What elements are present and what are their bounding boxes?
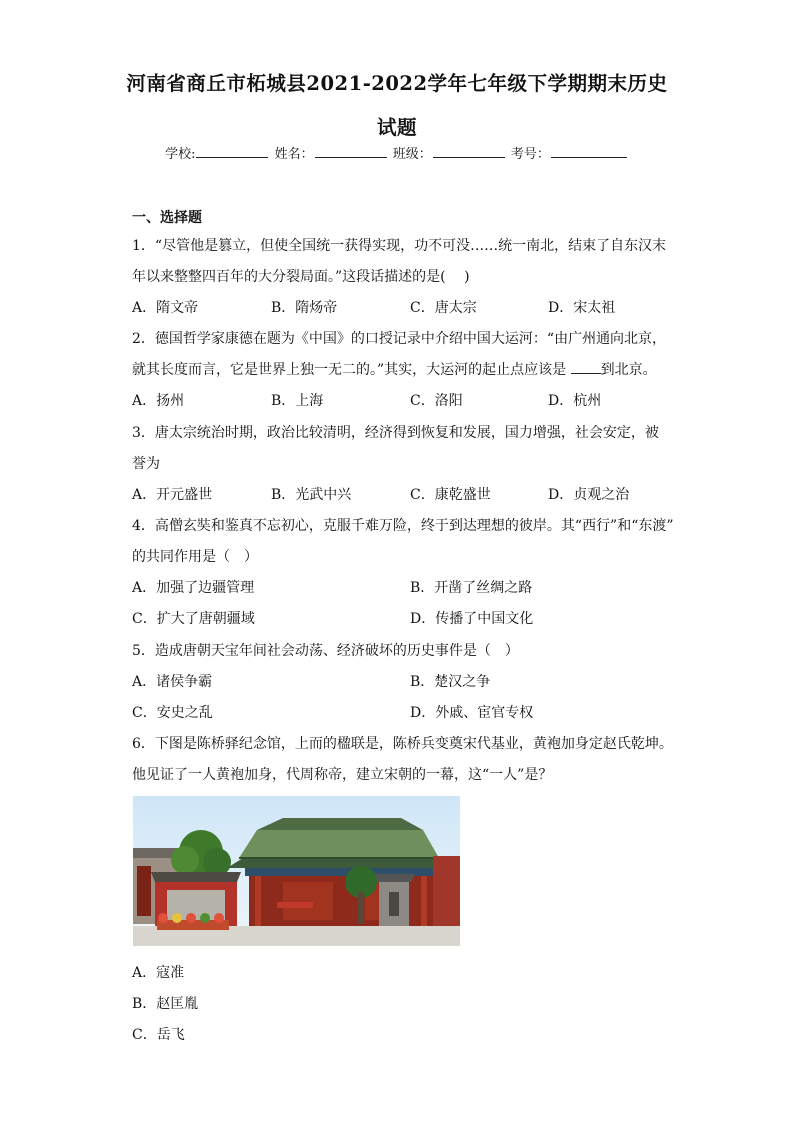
exam-title-line2: 试题 bbox=[376, 116, 417, 139]
option-c[interactable]: C．康乾盛世 bbox=[410, 487, 491, 503]
school-blank bbox=[196, 143, 268, 158]
section-heading: 一、选择题 bbox=[132, 210, 202, 226]
question-3-line1: 3．唐太宗统治时期，政治比较清明，经济得到恢复和发展，国力增强，社会安定，被 bbox=[132, 425, 659, 441]
id-blank bbox=[551, 143, 627, 158]
option-c[interactable]: C．安史之乱 bbox=[132, 705, 213, 721]
option-a[interactable]: A．开元盛世 bbox=[132, 487, 213, 503]
question-3-line2: 誉为 bbox=[132, 456, 160, 472]
option-a[interactable]: A．扬州 bbox=[132, 393, 185, 409]
question-6-option-a[interactable]: A．寇准 bbox=[132, 965, 185, 981]
option-d[interactable]: D．外戚、宦官专权 bbox=[410, 705, 534, 721]
option-b[interactable]: B．上海 bbox=[271, 393, 324, 409]
temple-illustration bbox=[133, 796, 460, 946]
option-c[interactable]: C．洛阳 bbox=[410, 393, 463, 409]
question-1-line2: 年以来整整四百年的大分裂局面。”这段话描述的是( ) bbox=[132, 269, 470, 285]
option-c[interactable]: C．唐太宗 bbox=[410, 300, 477, 316]
question-6-option-c[interactable]: C．岳飞 bbox=[132, 1027, 185, 1043]
question-2-line1: 2．德国哲学家康德在题为《中国》的口授记录中介绍中国大运河：“由广州通向北京， bbox=[132, 331, 667, 347]
fill-blank[interactable] bbox=[571, 361, 601, 374]
question-1-line1: 1．“尽管他是篡立，但使全国统一获得实现，功不可没……统一南北，结束了自东汉末 bbox=[132, 238, 667, 254]
name-label: 姓名： bbox=[274, 147, 314, 162]
memorial-hall-photo bbox=[133, 796, 460, 946]
option-c[interactable]: C．扩大了唐朝疆域 bbox=[132, 611, 255, 627]
option-a[interactable]: A．隋文帝 bbox=[132, 300, 199, 316]
option-d[interactable]: D．传播了中国文化 bbox=[410, 611, 534, 627]
exam-title-line1: 河南省商丘市柘城县2021-2022学年七年级下学期期末历史 bbox=[126, 72, 668, 95]
option-a[interactable]: A．加强了边疆管理 bbox=[132, 580, 255, 596]
option-d[interactable]: D．宋太祖 bbox=[548, 300, 616, 316]
class-blank bbox=[433, 143, 505, 158]
question-4-line1: 4．高僧玄奘和鉴真不忘初心，克服千难万险，终于到达理想的彼岸。其“西行”和“东渡” bbox=[132, 518, 674, 534]
question-4-line2: 的共同作用是（ ） bbox=[132, 549, 258, 565]
class-label: 班级： bbox=[392, 147, 432, 162]
name-blank bbox=[315, 143, 387, 158]
option-b[interactable]: B．隋炀帝 bbox=[271, 300, 338, 316]
student-info-row bbox=[0, 143, 794, 162]
option-a[interactable]: A．诸侯争霸 bbox=[132, 674, 213, 690]
question-6-option-b[interactable]: B．赵匡胤 bbox=[132, 996, 199, 1012]
option-b[interactable]: B．光武中兴 bbox=[271, 487, 352, 503]
option-b[interactable]: B．开凿了丝绸之路 bbox=[410, 580, 533, 596]
question-6-line1: 6．下图是陈桥驿纪念馆，上而的楹联是，陈桥兵变奠宋代基业，黄袍加身定赵氏乾坤。 bbox=[132, 736, 673, 752]
option-d[interactable]: D．杭州 bbox=[548, 393, 602, 409]
id-label: 考号： bbox=[510, 147, 550, 162]
question-6-line2: 他见证了一人黄袍加身，代周称帝，建立宋朝的一幕，这“一人”是？ bbox=[132, 767, 553, 783]
school-label: 学校: bbox=[165, 147, 196, 162]
option-d[interactable]: D．贞观之治 bbox=[548, 487, 630, 503]
question-5-line1: 5．造成唐朝天宝年间社会动荡、经济破坏的历史事件是（ ） bbox=[132, 643, 519, 659]
option-b[interactable]: B．楚汉之争 bbox=[410, 674, 491, 690]
question-2-line2: 就其长度而言，它是世界上独一无二的。”其实，大运河的起止点应该是 到北京。 bbox=[132, 362, 657, 378]
